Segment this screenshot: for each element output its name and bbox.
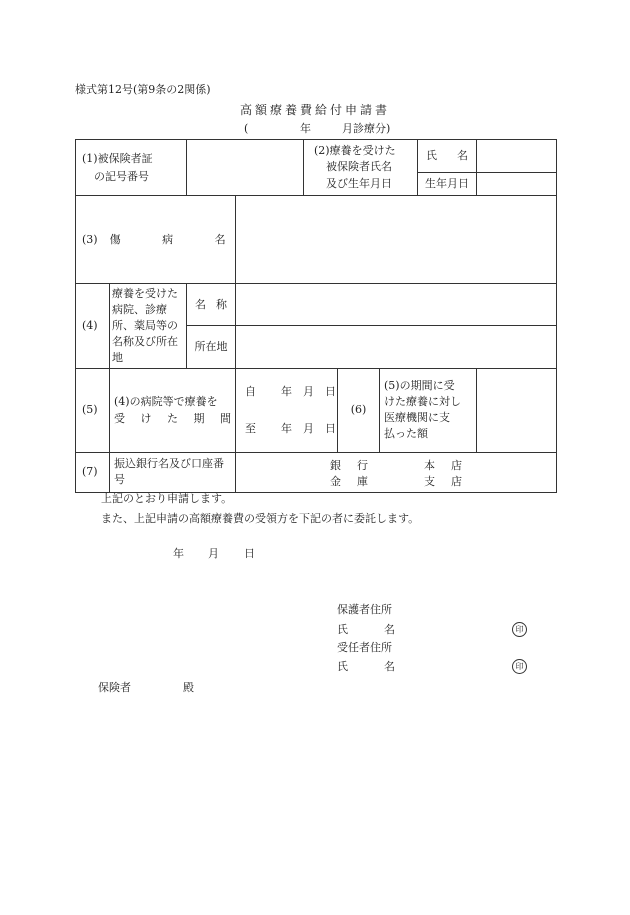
application-date-year: 年 bbox=[173, 547, 184, 560]
patient-name-field[interactable] bbox=[477, 140, 557, 173]
period-from-row[interactable]: 自 年 月 日 bbox=[245, 384, 337, 398]
form-subtitle bbox=[244, 122, 391, 135]
insurer-label: 保険者 bbox=[98, 681, 131, 694]
birthdate-label: 生年月日 bbox=[418, 173, 477, 196]
bank-account-field[interactable]: 銀 行 本 店 金 庫 支 店 bbox=[236, 452, 557, 492]
paid-amount-label: (5)の期間に受 けた療養に対し 医療機関に支 払った額 bbox=[380, 368, 477, 452]
period-num: (5) bbox=[76, 368, 110, 452]
guardian-address-label: 保護者住所 bbox=[337, 603, 392, 616]
agent-address-label: 受任者住所 bbox=[337, 641, 392, 654]
hospital-label: 療養を受けた 病院、診療 所、薬局等の 名称及び所在 地 bbox=[110, 284, 187, 369]
application-date-day: 日 bbox=[244, 547, 255, 560]
bank-account-label: 振込銀行名及び口座番 号 bbox=[110, 452, 236, 492]
paid-amount-num: (6) bbox=[338, 368, 380, 452]
declaration-text: 上記のとおり申請します。 bbox=[101, 492, 233, 505]
subtitle-month: 月診療分) bbox=[342, 122, 391, 135]
application-form-table bbox=[75, 139, 557, 493]
form-title: 高額療養費給付申請書 bbox=[239, 103, 390, 117]
agent-seal-icon: 印 bbox=[512, 659, 527, 674]
hospital-name-label: 名 称 bbox=[187, 284, 236, 326]
injury-label: (3) 傷 病 名 bbox=[76, 196, 236, 284]
injury-name-field[interactable] bbox=[236, 196, 557, 284]
application-date-month: 月 bbox=[208, 547, 219, 560]
paid-amount-field[interactable] bbox=[477, 368, 557, 452]
treatment-period-label: (4)の病院等で療養を 受 け た 期 間 bbox=[110, 368, 236, 452]
agent-name-label-2: 名 bbox=[384, 660, 395, 673]
hospital-name-field[interactable] bbox=[236, 284, 557, 326]
subtitle-year: 年 bbox=[300, 122, 311, 135]
patient-label: (2)療養を受けた 被保険者氏名 及び生年月日 bbox=[304, 140, 418, 196]
form-number: 様式第12号(第9条の2関係) bbox=[75, 83, 211, 96]
subtitle-open: ( bbox=[244, 122, 249, 135]
guardian-name-label-1: 氏 bbox=[337, 623, 348, 636]
period-to-row[interactable]: 至 年 月 日 bbox=[245, 421, 337, 435]
insurer-honorific: 殿 bbox=[183, 681, 194, 694]
name-label: 氏 名 bbox=[418, 140, 477, 173]
agent-name-label-1: 氏 bbox=[337, 660, 348, 673]
insured-card-label: (1)被保険者証 の記号番号 bbox=[76, 140, 187, 196]
delegation-text: また、上記申請の高額療養費の受領方を下記の者に委託します。 bbox=[101, 512, 420, 525]
hospital-num: (4) bbox=[76, 284, 110, 369]
guardian-seal-icon: 印 bbox=[512, 622, 527, 637]
hospital-address-label: 所在地 bbox=[187, 325, 236, 368]
guardian-name-label-2: 名 bbox=[384, 623, 395, 636]
treatment-period-dates bbox=[236, 368, 338, 452]
bank-num: (7) bbox=[76, 452, 110, 492]
birthdate-field[interactable] bbox=[477, 173, 557, 196]
hospital-address-field[interactable] bbox=[236, 325, 557, 368]
insured-card-number-field[interactable] bbox=[187, 140, 304, 196]
